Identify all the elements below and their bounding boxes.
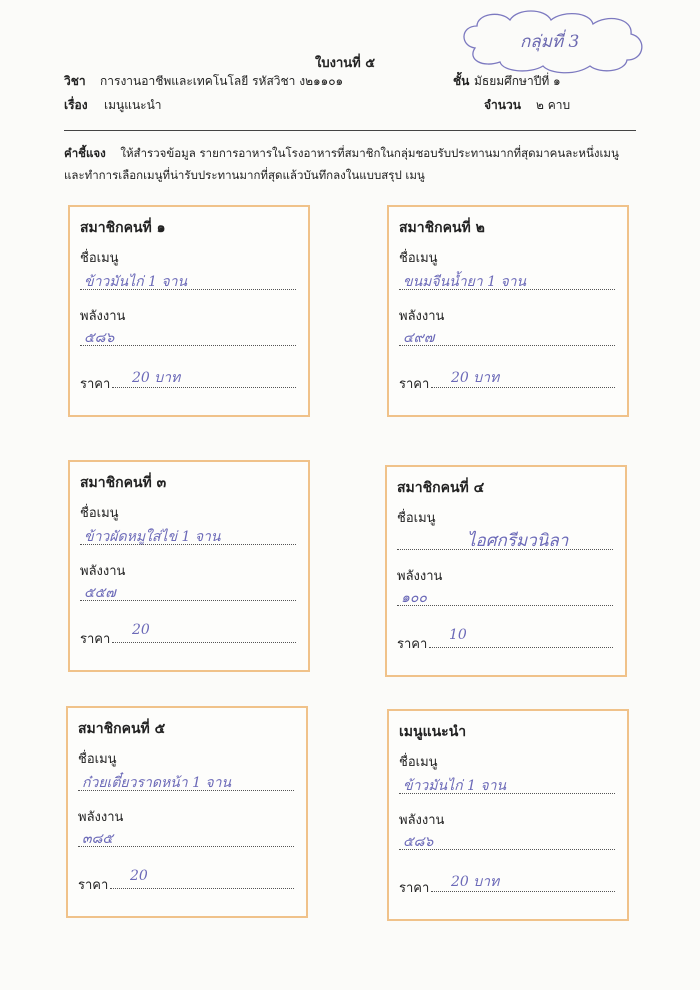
price-label: ราคา (80, 632, 111, 647)
energy-value[interactable]: ๔๙๗ (403, 330, 435, 346)
recommended-menu-card (387, 709, 629, 921)
energy-label: พลังงาน (78, 810, 124, 825)
topic-label: เรื่อง (64, 98, 88, 112)
menu-name-label: ชื่อเมนู (399, 755, 438, 770)
card-heading: สมาชิกคนที่ ๕ (78, 721, 166, 737)
energy-value[interactable]: ๕๘๖ (84, 330, 115, 346)
energy-line (399, 849, 615, 850)
period-count-value: ๒ คาบ (536, 98, 571, 112)
price-line (429, 647, 613, 648)
menu-name-label: ชื่อเมนู (399, 251, 438, 266)
card-heading: เมนูแนะนำ (399, 724, 467, 740)
menu-name-value[interactable]: ข้าวมันไก่ 1 จาน (84, 274, 188, 290)
price-line (431, 387, 615, 388)
price-label: ราคา (399, 377, 430, 392)
menu-name-line (399, 289, 615, 290)
menu-name-value[interactable]: ข้าวผัดหมูใส่ไข่ 1 จาน (84, 529, 221, 545)
menu-name-line (80, 289, 296, 290)
menu-name-value[interactable]: ขนมจีนน้ำยา 1 จาน (403, 274, 527, 290)
subject-label: วิชา (64, 74, 86, 88)
energy-label: พลังงาน (80, 309, 126, 324)
instructions-line-1 (64, 142, 644, 164)
energy-label: พลังงาน (397, 569, 443, 584)
energy-label: พลังงาน (399, 309, 445, 324)
price-value[interactable]: 20 (132, 622, 150, 638)
energy-label: พลังงาน (399, 813, 445, 828)
instructions-text-1: ให้สำรวจข้อมูล รายการอาหารในโรงอาหารที่สมาชิกในกลุ่มชอบรับประทานมากที่สุดมาคนละหนึ่งเมนู (120, 146, 619, 160)
card-heading: สมาชิกคนที่ ๒ (399, 220, 485, 236)
instructions-label: คำชี้แจง (64, 146, 106, 160)
card-heading: สมาชิกคนที่ ๓ (80, 475, 167, 491)
menu-name-line (399, 793, 615, 794)
energy-label: พลังงาน (80, 564, 126, 579)
card-heading: สมาชิกคนที่ ๑ (80, 220, 166, 236)
menu-name-label: ชื่อเมนู (80, 251, 119, 266)
energy-line (399, 345, 615, 346)
energy-value[interactable]: ๕๕๗ (84, 585, 116, 601)
instructions (64, 142, 644, 186)
instructions-line-2: และทำการเลือกเมนูที่น่ารับประทานมากที่สุดแล้วบันทึกลงในแบบสรุป เมนู (64, 168, 425, 182)
grade-label: ชั้น (453, 74, 470, 88)
menu-name-line (78, 790, 294, 791)
price-label: ราคา (397, 637, 428, 652)
price-value[interactable]: 20 บาท (451, 370, 500, 386)
menu-name-label: ชื่อเมนู (397, 511, 436, 526)
menu-name-line (397, 549, 613, 550)
menu-name-value[interactable]: ไอศกรีมวนิลา (467, 531, 569, 551)
price-line (431, 891, 615, 892)
price-value[interactable]: 20 (130, 868, 148, 884)
card-heading: สมาชิกคนที่ ๔ (397, 480, 485, 496)
topic-value: เมนูแนะนำ (104, 98, 162, 112)
period-count-label: จำนวน (484, 98, 521, 112)
energy-line (80, 600, 296, 601)
price-line (112, 387, 296, 388)
menu-name-label: ชื่อเมนู (80, 506, 119, 521)
menu-name-label: ชื่อเมนู (78, 752, 117, 767)
group-number-handwritten: กลุ่มที่ 3 (520, 32, 580, 52)
menu-name-value[interactable]: ก๋วยเตี๋ยวราดหน้า 1 จาน (82, 775, 232, 791)
member-card-3 (68, 460, 310, 672)
energy-line (80, 345, 296, 346)
grade-value: มัธยมศึกษาปีที่ ๑ (474, 74, 561, 88)
member-card-1 (68, 205, 310, 417)
energy-value[interactable]: ๕๘๖ (403, 834, 434, 850)
energy-line (78, 846, 294, 847)
menu-name-line (80, 544, 296, 545)
price-label: ราคา (399, 881, 430, 896)
energy-value[interactable]: ๑๐๐ (401, 590, 427, 606)
price-label: ราคา (78, 878, 109, 893)
header-divider (64, 130, 636, 131)
price-line (110, 888, 294, 889)
menu-name-value[interactable]: ข้าวมันไก่ 1 จาน (403, 778, 507, 794)
energy-line (397, 605, 613, 606)
price-value[interactable]: 20 บาท (132, 370, 181, 386)
member-card-2 (387, 205, 629, 417)
price-value[interactable]: 20 บาท (451, 874, 500, 890)
member-card-4 (385, 465, 627, 677)
member-card-5 (66, 706, 308, 918)
price-line (112, 642, 296, 643)
price-label: ราคา (80, 377, 111, 392)
price-value[interactable]: 10 (449, 627, 467, 643)
worksheet-title: ใบงานที่ ๕ (315, 56, 376, 71)
energy-value[interactable]: ๓๘๕ (82, 831, 113, 847)
subject-value: การงานอาชีพและเทคโนโลยี รหัสวิชา ง๒๑๑๐๑ (100, 74, 344, 88)
